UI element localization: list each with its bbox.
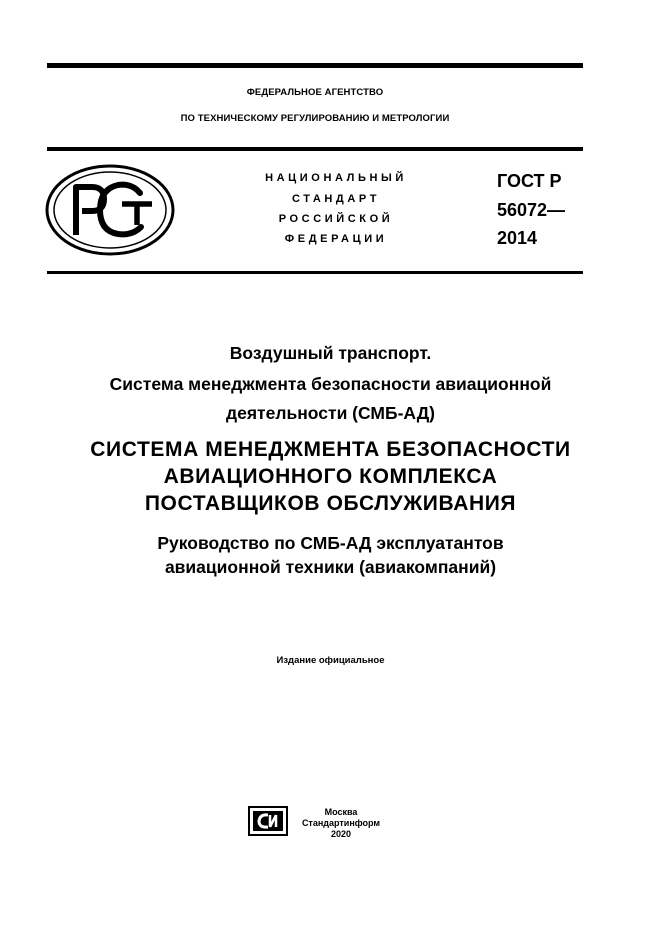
top-thick-rule: [47, 63, 583, 68]
agency-line-2: ПО ТЕХНИЧЕСКОМУ РЕГУЛИРОВАНИЮ И МЕТРОЛОГИИ: [180, 113, 450, 124]
title-part1-line-2: Система менеджмента безопасности авиационной: [109, 374, 552, 394]
title-part1-line-1: Воздушный транспорт.: [229, 343, 432, 363]
title-part2-line-3: ПОСТАВЩИКОВ ОБСЛУЖИВАНИЯ: [144, 492, 517, 515]
title-part3-line-2: авиационной техники (авиакомпаний): [164, 557, 497, 577]
gost-designation-line-1: ГОСТ Р: [497, 171, 562, 191]
national-standard-line-2: СТАНДАРТ: [291, 193, 381, 205]
title-part2-line-2: АВИАЦИОННОГО КОМПЛЕКСА: [163, 465, 498, 488]
header-divider-rule: [47, 147, 583, 151]
national-standard-line-1: НАЦИОНАЛЬНЫЙ: [265, 172, 407, 184]
official-edition-note: Издание официальное: [276, 655, 385, 666]
national-standard-line-4: ФЕДЕРАЦИИ: [284, 233, 388, 245]
gost-designation-line-3: 2014: [497, 228, 538, 248]
standard-block-bottom-rule: [47, 271, 583, 274]
publisher-city: Москва: [324, 807, 358, 817]
title-part1-line-3: деятельности (СМБ-АД): [226, 403, 435, 423]
publisher-year: 2020: [330, 829, 352, 839]
title-part3-line-1: Руководство по СМБ-АД эксплуатантов: [157, 533, 504, 553]
rst-logo-icon: [44, 163, 176, 257]
publisher-name: Стандартинформ: [301, 818, 381, 828]
national-standard-line-3: РОССИЙСКОЙ: [278, 213, 394, 225]
title-part2-line-1: СИСТЕМА МЕНЕДЖМЕНТА БЕЗОПАСНОСТИ: [90, 438, 571, 461]
agency-line-1: ФЕДЕРАЛЬНОЕ АГЕНТСТВО: [246, 87, 384, 98]
gost-designation-line-2: 56072—: [497, 200, 566, 220]
standartinform-logo-icon: [248, 806, 288, 836]
